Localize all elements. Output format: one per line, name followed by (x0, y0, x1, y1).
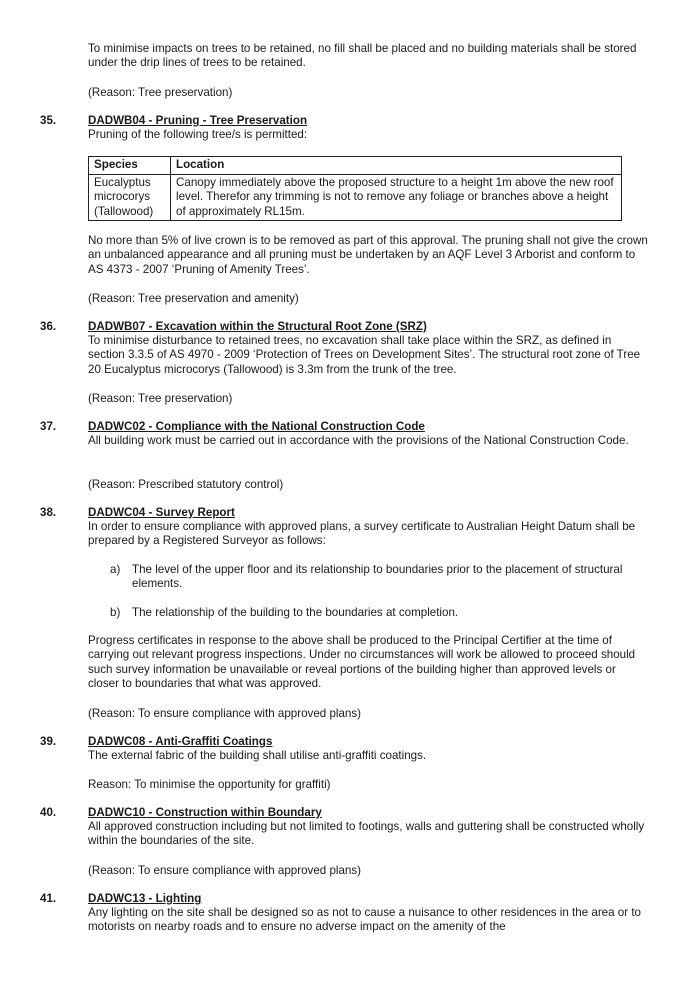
condition-number: 37. (40, 420, 57, 433)
condition-body: No more than 5% of live crown is to be removed as part of this approval. The pruning shall not give the crown an unbalanced appearance and all pruning must be undertaken by an AQF Level 3 Arborist and conform to AS 4373 - 2007 ‘Pruning of Amenity Trees’. (88, 234, 648, 276)
table-row (89, 174, 622, 221)
condition-number: 36. (40, 320, 57, 333)
list-item-label: a) (110, 563, 121, 576)
pruning-table (88, 156, 622, 221)
table-header-species: Species (89, 157, 171, 175)
condition-title: DADWC04 - Survey Report (88, 506, 235, 519)
condition-intro: Pruning of the following tree/s is permitted: (88, 128, 308, 141)
condition-reason: (Reason: Tree preservation and amenity) (88, 292, 299, 305)
condition-title: DADWB07 - Excavation within the Structural Root Zone (SRZ) (88, 320, 427, 333)
condition-reason: (Reason: Prescribed statutory control) (88, 478, 284, 491)
condition-title: DADWC13 - Lighting (88, 892, 202, 905)
condition-number: 41. (40, 892, 57, 905)
condition-body: In order to ensure compliance with approved plans, a survey certificate to Australian Height Datum shall be prepared by a Registered Surveyor as follows: (88, 520, 636, 548)
condition-number: 39. (40, 735, 57, 748)
intro-reason: (Reason: Tree preservation) (88, 86, 233, 99)
condition-body: All approved construction including but not limited to footings, walls and guttering shall be constructed wholly within the boundaries of the site. (88, 820, 645, 848)
condition-title: DADWC02 - Compliance with the National Construction Code (88, 420, 425, 433)
condition-title: DADWC10 - Construction within Boundary (88, 806, 322, 819)
table-header-location: Location (171, 157, 622, 175)
condition-body: To minimise disturbance to retained trees, no excavation shall take place within the SRZ, as defined in section 3.3.5 of AS 4970 - 2009 ‘Protection of Trees on Development Sites’. The structural root zone of Tree 20 Eucalyptus microcorys (Tallowood) is 3.3m from the trunk of the tree. (88, 334, 641, 376)
condition-body: Any lighting on the site shall be designed so as not to cause a nuisance to other residences in the area or to motorists on nearby roads and to ensure no adverse impact on the amenity of the (88, 906, 641, 934)
condition-reason: (Reason: To ensure compliance with approved plans) (88, 707, 362, 720)
condition-body: The external fabric of the building shall utilise anti-graffiti coatings. (88, 749, 427, 762)
list-item-label: b) (110, 606, 121, 619)
condition-number: 35. (40, 114, 57, 127)
table-cell-location: Canopy immediately above the proposed structure to a height 1m above the new roof level. Therefor any trimming is not to remove any foliage or branches above a height of approximately RL15m. (171, 174, 622, 221)
list-item-text: The relationship of the building to the boundaries at completion. (132, 606, 459, 619)
condition-number: 40. (40, 806, 57, 819)
condition-title: DADWB04 - Pruning - Tree Preservation (88, 114, 308, 127)
intro-text: To minimise impacts on trees to be retained, no fill shall be placed and no building materials shall be stored under the drip lines of trees to be retained. (88, 42, 637, 70)
condition-reason: (Reason: Tree preservation) (88, 392, 233, 405)
condition-reason: (Reason: To ensure compliance with approved plans) (88, 864, 362, 877)
condition-title: DADWC08 - Anti-Graffiti Coatings (88, 735, 273, 748)
condition-body: Progress certificates in response to the above shall be produced to the Principal Certifier at the time of carrying out relevant progress inspections. Under no circumstances will work be allowed to proceed should such survey information be unavailable or reveal portions of the building higher than approved levels or closer to boundaries that what was approved. (88, 634, 636, 691)
condition-body: All building work must be carried out in accordance with the provisions of the National Construction Code. (88, 434, 629, 447)
table-header-row (89, 157, 622, 175)
list-item-text: The level of the upper floor and its relationship to boundaries prior to the placement of structural elements. (132, 563, 623, 591)
condition-number: 38. (40, 506, 57, 519)
condition-reason: Reason: To minimise the opportunity for graffiti) (88, 778, 331, 791)
table-cell-species: Eucalyptus microcorys (Tallowood) (89, 174, 171, 221)
